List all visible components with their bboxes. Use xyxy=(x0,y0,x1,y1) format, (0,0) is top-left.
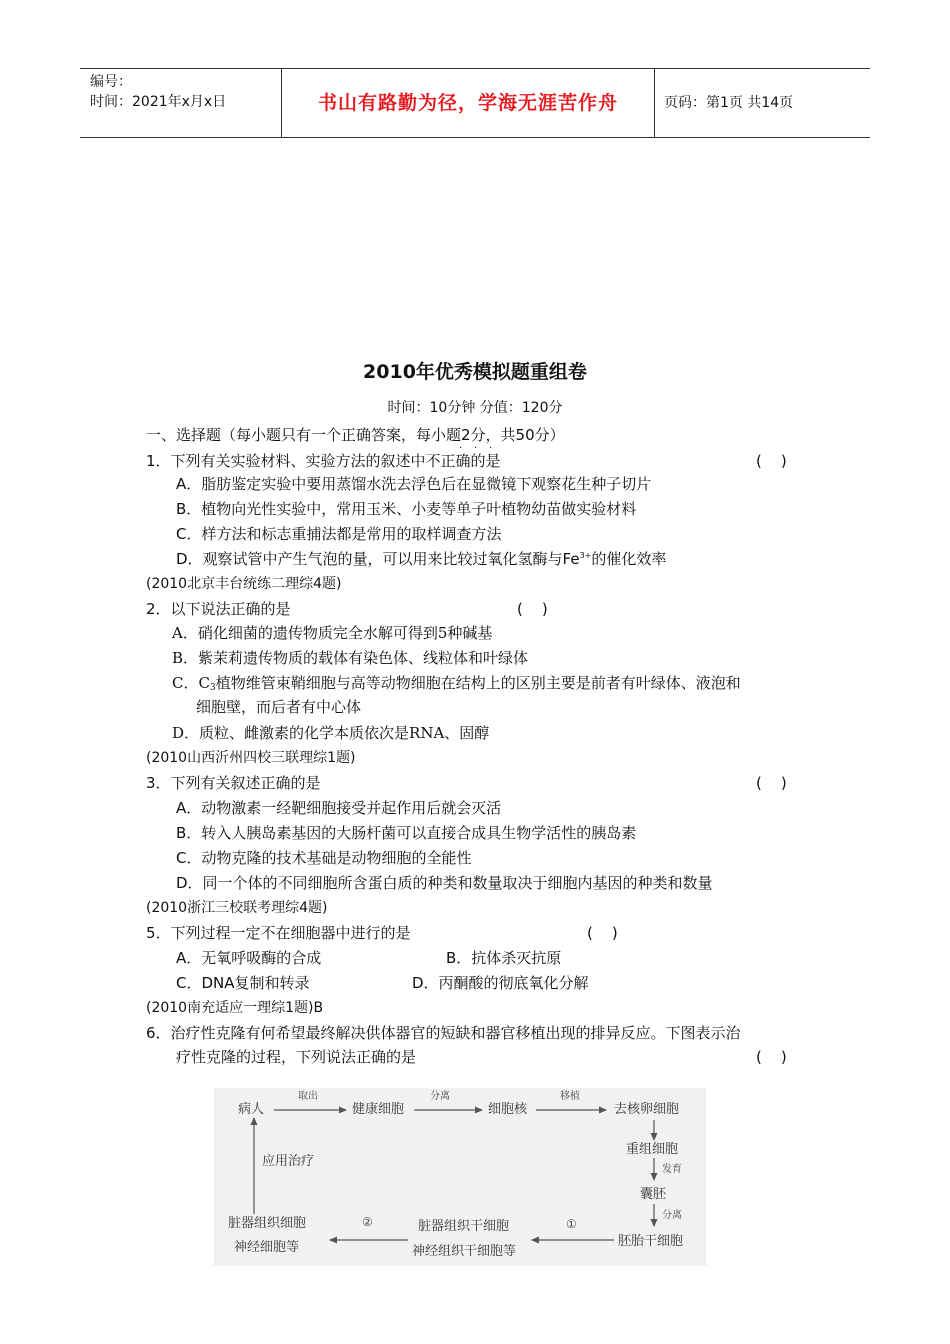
page-title: 2010年优秀模拟题重组卷 xyxy=(363,361,587,383)
question-3-option-b: B．转入人胰岛素基因的大肠杆菌可以直接合成具生物学活性的胰岛素 xyxy=(176,824,637,842)
node-recombined-cell: 重组细胞 xyxy=(626,1142,679,1157)
section-heading: 一、选择题（每小题只有一个正确答案，每小题2分，共50分） xyxy=(146,426,565,444)
question-2-stem: 2．以下说法正确的是 xyxy=(146,600,291,618)
label-step-2: ② xyxy=(362,1215,373,1229)
question-3-stem: 3．下列有关叙述正确的是 xyxy=(146,774,321,792)
answer-blank[interactable]: ( ) xyxy=(756,774,787,792)
label-transplant: 移植 xyxy=(560,1091,580,1102)
question-source: (2010浙江三校联考理综4题) xyxy=(146,900,328,916)
node-tissue-stem-cell: 脏器组织干细胞 xyxy=(418,1219,510,1234)
question-2-option-b: B．紫茉莉遗传物质的载体有染色体、线粒体和叶绿体 xyxy=(172,649,529,667)
question-1-option-a: A．脂肪鉴定实验中要用蒸馏水洗去浮色后在显微镜下观察花生种子切片 xyxy=(176,475,652,493)
node-enucleated-egg: 去核卵细胞 xyxy=(614,1102,680,1117)
header-info xyxy=(90,72,280,112)
question-3-option-c: C．动物克隆的技术基础是动物细胞的全能性 xyxy=(176,849,472,867)
page-header xyxy=(80,68,870,138)
label-separate-2: 分离 xyxy=(662,1210,682,1221)
question-6-stem: 6．治疗性克隆有何希望最终解决供体器官的短缺和器官移植出现的排异反应。下图表示治 xyxy=(146,1024,741,1042)
page-number-label: 页码：第1页 共14页 xyxy=(664,95,794,111)
question-5-option-a: A．无氧呼吸酶的合成 xyxy=(176,949,322,967)
therapeutic-cloning-diagram xyxy=(214,1088,706,1266)
question-5-option-c: C．DNA复制和转录 xyxy=(176,974,310,992)
label-separate: 分离 xyxy=(430,1091,450,1102)
question-1-stem: 1．下列有关实验材料、实验方法的叙述中不正确的是 xyxy=(146,452,501,470)
date-label: 时间：2021年x月x日 xyxy=(90,94,227,110)
question-1-option-b: B．植物向光性实验中，常用玉米、小麦等单子叶植物幼苗做实验材料 xyxy=(176,500,637,518)
serial-number-label: 编号： xyxy=(90,74,132,90)
label-take-out: 取出 xyxy=(298,1091,318,1102)
question-source: (2010山西沂州四校三联理综1题) xyxy=(146,750,356,766)
label-step-1: ① xyxy=(566,1217,577,1231)
emphasis-dot: · xyxy=(474,443,478,454)
question-1-option-c: C．样方法和标志重捕法都是常用的取样调查方法 xyxy=(176,525,502,543)
question-2-option-d: D．质粒、雌激素的化学本质依次是RNA、固醇 xyxy=(172,724,490,742)
answer-blank[interactable]: ( ) xyxy=(756,1048,787,1066)
node-blastocyst: 囊胚 xyxy=(640,1187,667,1202)
node-tissue-cell: 脏器组织细胞 xyxy=(228,1216,307,1231)
question-2-option-c: C．$C_3$植物维管束鞘细胞与高等动物细胞在结构上的区别主要是前者有叶绿体、液泡和 xyxy=(172,674,741,693)
question-3-option-d: D．同一个体的不同细胞所含蛋白质的种类和数量取决于细胞内基因的种类和数量 xyxy=(176,874,713,892)
answer-blank[interactable]: ( ) xyxy=(756,452,787,470)
question-3-option-a: A．动物激素一经靶细胞接受并起作用后就会灭活 xyxy=(176,799,502,817)
header-motto: 书山有路勤为径，学海无涯苦作舟 xyxy=(317,92,618,114)
node-nucleus: 细胞核 xyxy=(488,1102,528,1117)
question-source: (2010北京丰台统练二理综4题) xyxy=(146,576,342,592)
emphasis-dot: · xyxy=(489,443,493,454)
header-divider xyxy=(654,69,655,137)
time-score-line: 时间：10分钟 分值：120分 xyxy=(387,400,563,416)
question-5-stem: 5．下列过程一定不在细胞器中进行的是 xyxy=(146,924,411,942)
question-5-option-d: D．丙酮酸的彻底氧化分解 xyxy=(412,974,589,992)
answer-blank[interactable]: ( ) xyxy=(517,600,548,618)
question-6-stem-continued: 疗性克隆的过程，下列说法正确的是 xyxy=(176,1048,417,1066)
node-embryonic-stem-cell: 胚胎干细胞 xyxy=(618,1234,684,1249)
answer-blank[interactable]: ( ) xyxy=(587,924,618,942)
node-tissue-cell-2: 神经细胞等 xyxy=(234,1240,300,1255)
label-develop: 发育 xyxy=(662,1164,682,1175)
emphasis-dot: · xyxy=(459,443,463,454)
question-2-option-a: A．硝化细菌的遗传物质完全水解可得到5种碱基 xyxy=(172,624,493,642)
question-1-option-d: D．观察试管中产生气泡的量，可以用来比较过氧化氢酶与$Fe^{3+}$的催化效率 xyxy=(176,550,667,568)
header-divider xyxy=(281,69,282,137)
node-patient: 病人 xyxy=(238,1102,265,1117)
question-2-option-c-continued: 细胞壁，而后者有中心体 xyxy=(196,698,362,716)
question-source: (2010南充适应一理综1题)B xyxy=(146,1000,324,1016)
node-healthy-cell: 健康细胞 xyxy=(352,1102,405,1117)
node-tissue-stem-cell-2: 神经组织干细胞等 xyxy=(412,1244,517,1259)
label-apply-treatment: 应用治疗 xyxy=(262,1154,315,1169)
question-5-option-b: B．抗体杀灭抗原 xyxy=(446,949,562,967)
